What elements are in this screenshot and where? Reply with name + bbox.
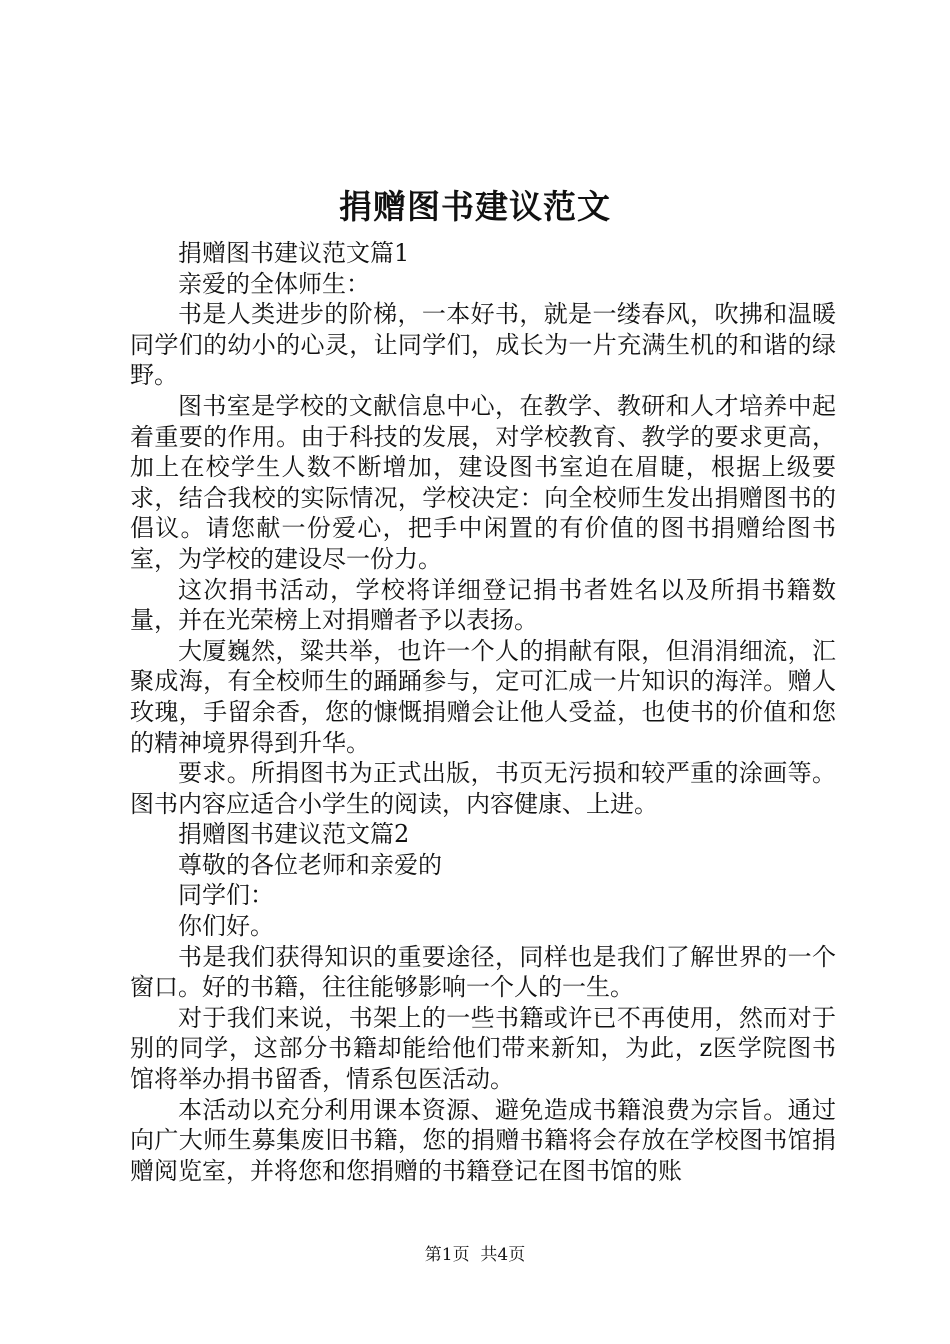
section-heading-1: 捐赠图书建议范文篇1	[178, 239, 410, 267]
paragraph: 本活动以充分利用课本资源、避免造成书籍浪费为宗旨。通过向广大师生募集废旧书籍，您的捐赠书籍将会存放在学校图书馆捐赠阅览室，并将您和您捐赠的书籍登记在图书馆的账	[130, 1095, 836, 1185]
paragraph: 要求。所捐图书为正式出版，书页无污损和较严重的涂画等。图书内容应适合小学生的阅读，内容健康、上进。	[130, 759, 836, 818]
paragraph: 图书室是学校的文献信息中心，在教学、教研和人才培养中起着重要的作用。由于科技的发展，对学校教育、教学的要求更高，加上在校学生人数不断增加，建设图书室迫在眉睫，根据上级要求，结合我校的实际情况，学校决定：向全校师生发出捐赠图书的倡议。请您献一份爱心，把手中闲置的有价值的图书捐赠给图书室，为学校的建设尽一份力。	[130, 391, 836, 573]
salutation-2-cont: 同学们：	[178, 881, 274, 910]
paragraph: 书是我们获得知识的重要途径，同样也是我们了解世界的一个窗口。好的书籍，往往能够影响一个人的一生。	[130, 942, 836, 1002]
document-title: 捐赠图书建议范文	[339, 187, 611, 226]
page-number: 第1页	[424, 1245, 470, 1265]
document-body	[130, 238, 836, 1186]
page-total: 共4页	[480, 1245, 526, 1265]
salutation-2: 尊敬的各位老师和亲爱的	[178, 850, 442, 879]
paragraph: 书是人类进步的阶梯，一本好书，就是一缕春风，吹拂和温暖同学们的幼小的心灵，让同学们，成长为一片充满生机的和谐的绿野。	[130, 300, 836, 390]
paragraph: 大厦巍然，粱共举，也许一个人的捐献有限，但涓涓细流，汇聚成海，有全校师生的踊踊参与，定可汇成一片知识的海洋。赠人玫瑰，手留余香，您的慷慨捐赠会让他人受益，也使书的价值和您的精神境界得到升华。	[130, 636, 836, 757]
greeting: 你们好。	[178, 912, 274, 941]
section-heading-2: 捐赠图书建议范文篇2	[178, 820, 410, 849]
paragraph: 对于我们来说，书架上的一些书籍或许已不再使用，然而对于别的同学，这部分书籍却能给他们带来新知，为此，z医学院图书馆将举办捐书留香，情系包医活动。	[130, 1003, 836, 1094]
salutation-1: 亲爱的全体师生：	[178, 269, 370, 298]
page-footer	[0, 1243, 950, 1267]
paragraph: 这次捐书活动，学校将详细登记捐书者姓名以及所捐书籍数量，并在光荣榜上对捐赠者予以表扬。	[130, 575, 836, 635]
